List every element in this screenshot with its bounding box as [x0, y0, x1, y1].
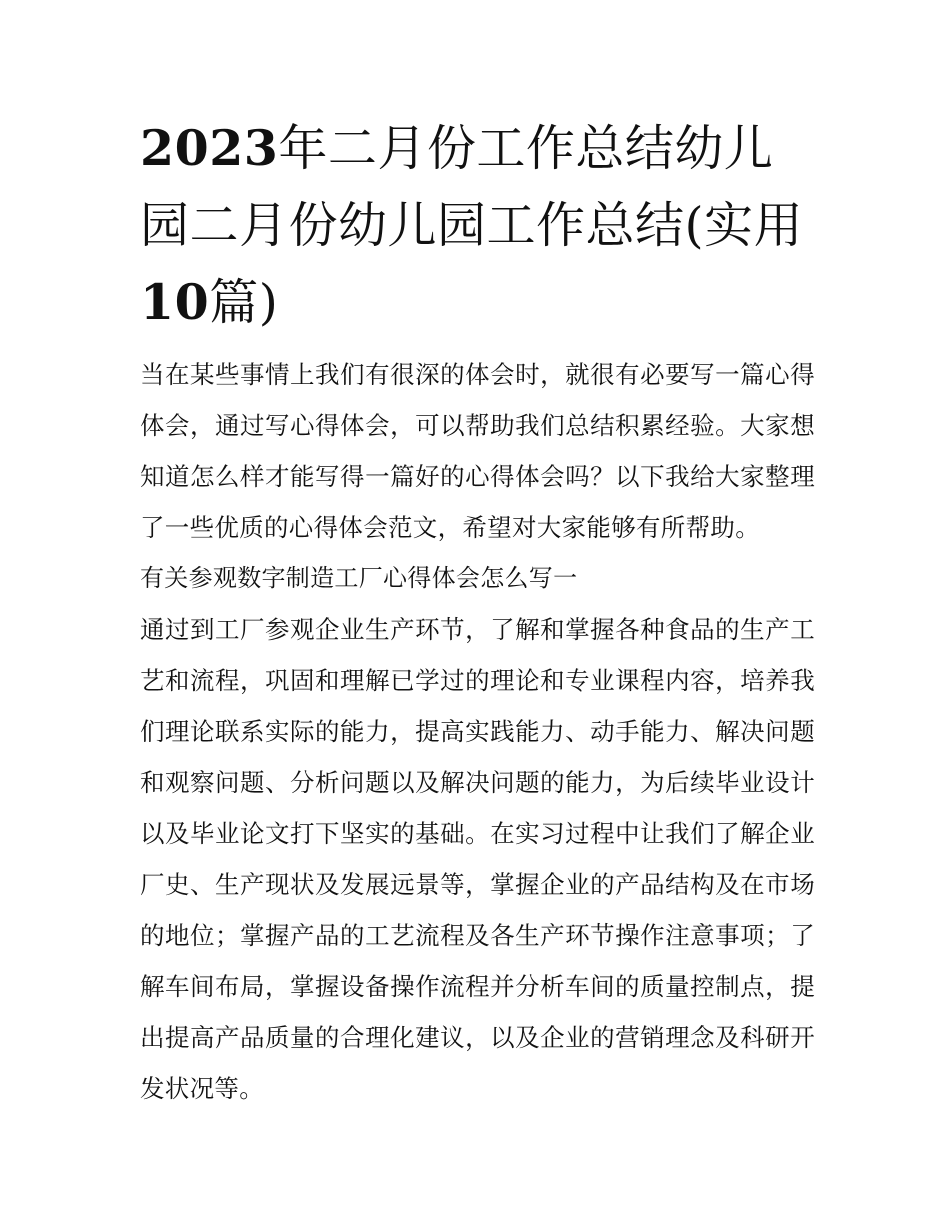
title-count: 10: [140, 273, 210, 331]
document-title: [140, 110, 815, 341]
document-content: [140, 110, 815, 1114]
intro-paragraph: 当在某些事情上我们有很深的体会时，就很有必要写一篇心得体会，通过写心得体会，可以帮助我们总结积累经验。大家想知道怎么样才能写得一篇好的心得体会吗？以下我给大家整理了一些优质的心得体会范文，希望对大家能够有所帮助。: [140, 360, 815, 542]
title-text-part1: 年二月份工作总结幼儿园二月份幼儿园工作总结(实用: [140, 120, 804, 254]
section-heading: 有关参观数字制造工厂心得体会怎么写一: [140, 564, 578, 592]
body-paragraph: 通过到工厂参观企业生产环节，了解和掌握各种食品的生产工艺和流程，巩固和理解已学过的理论和专业课程内容，培养我们理论联系实际的能力，提高实践能力、动手能力、解决问题和观察问题、分析问题以及解决问题的能力，为后续毕业设计以及毕业论文打下坚实的基础。在实习过程中让我们了解企业厂史、生产现状及发展远景等，掌握企业的产品结构及在市场的地位；掌握产品的工艺流程及各生产环节操作注意事项；了解车间布局，掌握设备操作流程并分析车间的质量控制点，提出提高产品质量的合理化建议，以及企业的营销理念及科研开发状况等。: [140, 615, 815, 1103]
title-text-part2: 篇): [209, 274, 279, 331]
title-year: 2023: [140, 119, 279, 177]
